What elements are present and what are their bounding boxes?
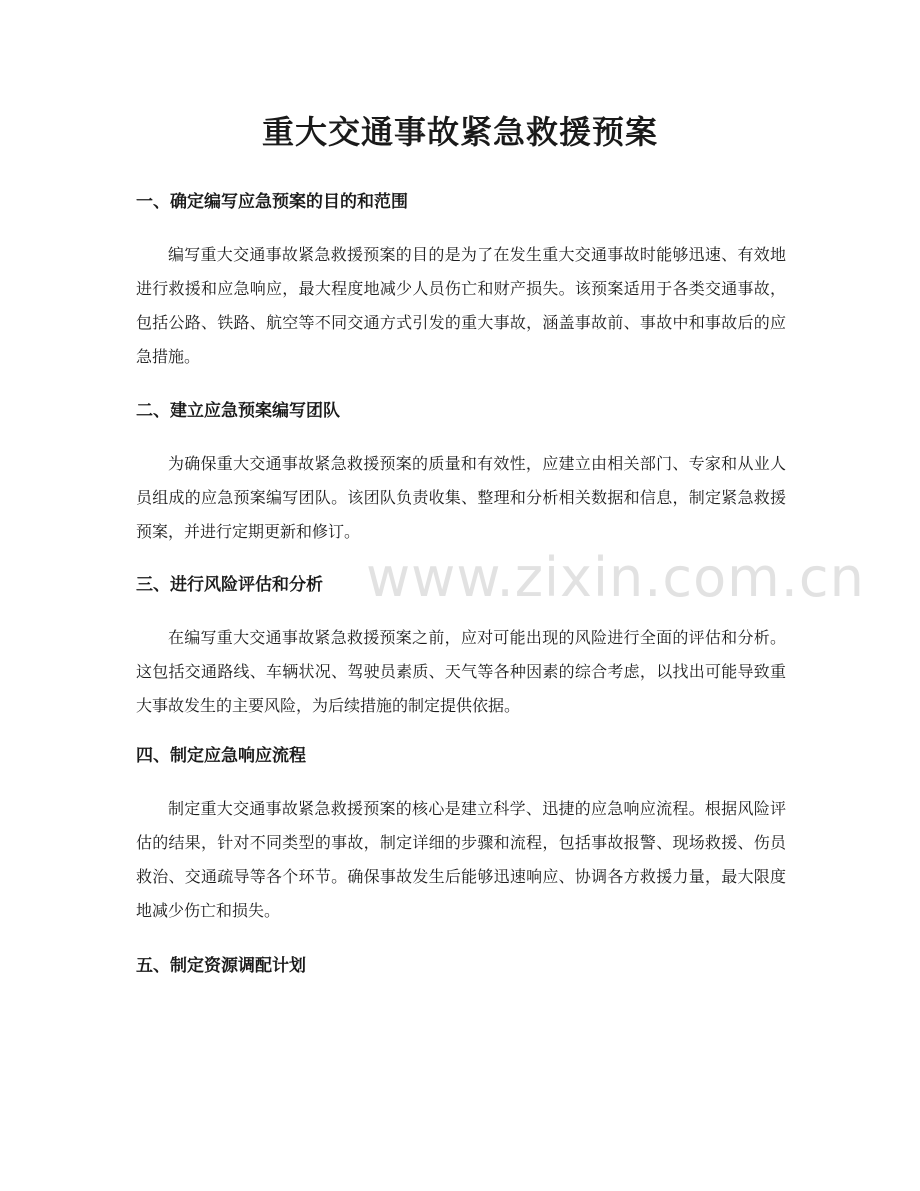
section-3 bbox=[136, 571, 786, 723]
section-heading: 三、进行风险评估和分析 bbox=[136, 575, 323, 595]
section-5 bbox=[136, 952, 786, 980]
section-heading: 一、确定编写应急预案的目的和范围 bbox=[136, 192, 408, 212]
section-heading: 二、建立应急预案编写团队 bbox=[136, 401, 340, 421]
watermark: www.zixin.com.cn bbox=[366, 546, 865, 609]
section-1 bbox=[136, 188, 786, 374]
section-paragraph: 为确保重大交通事故紧急救援预案的质量和有效性，应建立由相关部门、专家和从业人员组成的应急预案编写团队。该团队负责收集、整理和分析相关数据和信息，制定紧急救援预案，并进行定期更新和修订。 bbox=[136, 454, 786, 541]
section-paragraph: 在编写重大交通事故紧急救援预案之前，应对可能出现的风险进行全面的评估和分析。这包括交通路线、车辆状况、驾驶员素质、天气等各种因素的综合考虑，以找出可能导致重大事故发生的主要风险，为后续措施的制定提供依据。 bbox=[136, 628, 786, 715]
document-title: 重大交通事故紧急救援预案 bbox=[261, 113, 658, 151]
section-paragraph: 编写重大交通事故紧急救援预案的目的是为了在发生重大交通事故时能够迅速、有效地进行救援和应急响应，最大程度地减少人员伤亡和财产损失。该预案适用于各类交通事故，包括公路、铁路、航空等不同交通方式引发的重大事故，涵盖事故前、事故中和事故后的应急措施。 bbox=[136, 245, 786, 366]
section-heading: 五、制定资源调配计划 bbox=[136, 956, 306, 976]
section-4 bbox=[136, 742, 786, 928]
section-heading: 四、制定应急响应流程 bbox=[136, 746, 306, 766]
section-paragraph: 制定重大交通事故紧急救援预案的核心是建立科学、迅捷的应急响应流程。根据风险评估的结果，针对不同类型的事故，制定详细的步骤和流程，包括事故报警、现场救援、伤员救治、交通疏导等各个环节。确保事故发生后能够迅速响应、协调各方救援力量，最大限度地减少伤亡和损失。 bbox=[136, 799, 786, 920]
section-2 bbox=[136, 397, 786, 549]
